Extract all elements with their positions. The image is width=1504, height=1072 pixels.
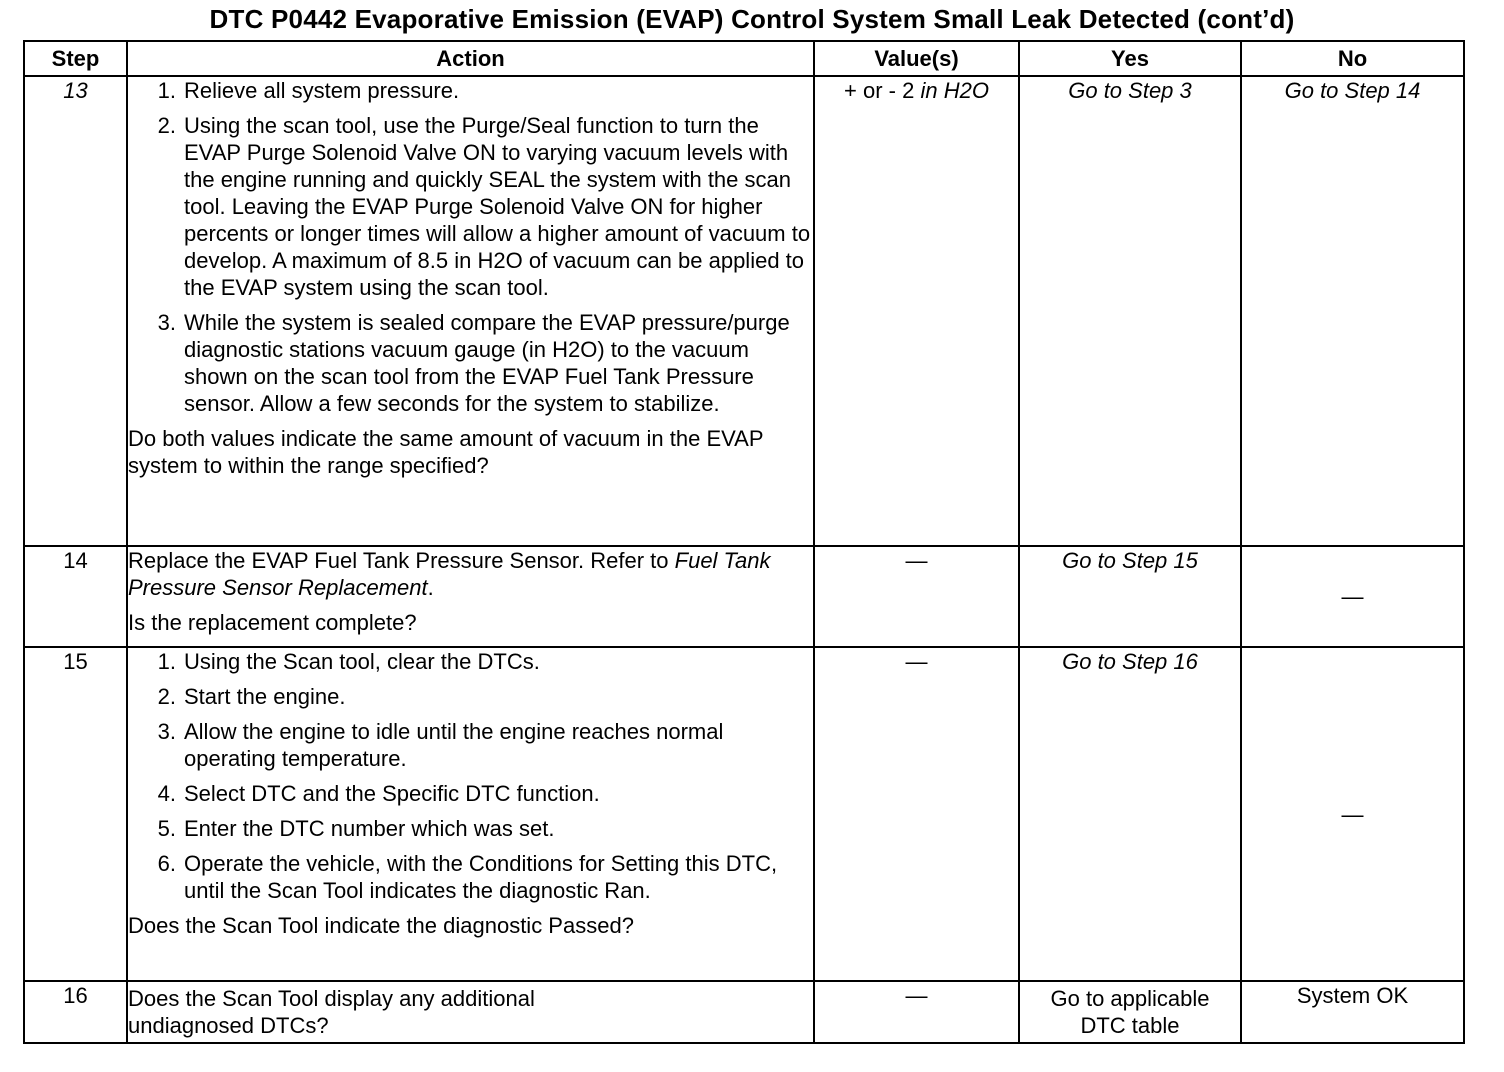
action-question: Do both values indicate the same amount of vacuum in the EVAP system to within the range specified? — [128, 426, 764, 478]
yes-cell — [1019, 647, 1241, 981]
header-step: Step — [24, 41, 127, 76]
action-steps — [128, 648, 813, 904]
item-text: Select DTC and the Specific DTC function. — [184, 781, 600, 806]
no-cell: — — [1241, 546, 1464, 647]
table-row — [24, 981, 1464, 1043]
item-text: Using the Scan tool, clear the DTCs. — [184, 649, 540, 674]
value-unit: in H2O — [920, 78, 989, 103]
action-cell — [127, 546, 814, 647]
action-question: Does the Scan Tool display any additional undiagnosed DTCs? — [128, 986, 535, 1038]
item-text: Start the engine. — [184, 684, 346, 709]
yes-cell — [1019, 76, 1241, 546]
header-values: Value(s) — [814, 41, 1019, 76]
item-text: Allow the engine to idle until the engine reaches normal operating temperature. — [184, 719, 724, 771]
header-row — [24, 41, 1464, 76]
procedure-reference: Fuel Tank Pressure Sensor Replacement — [128, 548, 771, 600]
list-item — [128, 850, 813, 904]
item-number: 1. — [157, 649, 176, 674]
item-text: Using the scan tool, use the Purge/Seal function to turn the EVAP Purge Solenoid Valve ON to varying vacuum levels with the engine running and quickly SEAL the system with the scan tool. Leaving the EVAP Purge Solenoid Valve ON for higher percents or longer times will allow a higher amount of vacuum to develop. A maximum of 8.5 in H2O of vacuum can be applied to the EVAP system using the scan tool. — [184, 113, 811, 300]
item-number: 3. — [157, 719, 176, 744]
no-cell — [1241, 76, 1464, 546]
no-link[interactable]: Go to Step 14 — [1284, 78, 1421, 103]
action-cell — [127, 647, 814, 981]
action-question: Does the Scan Tool indicate the diagnostic Passed? — [128, 913, 634, 938]
list-item — [128, 77, 813, 104]
action-line: Replace the EVAP Fuel Tank Pressure Sensor. Refer to — [128, 548, 675, 573]
list-item — [128, 683, 813, 710]
yes-cell — [1019, 981, 1241, 1043]
item-text: Enter the DTC number which was set. — [184, 816, 555, 841]
value-cell: — — [814, 546, 1019, 647]
yes-link[interactable]: Go to Step 16 — [1062, 649, 1198, 674]
item-text: Operate the vehicle, with the Conditions for Setting this DTC, until the Scan Tool indicates the diagnostic Ran. — [184, 851, 778, 903]
table-row — [24, 647, 1464, 981]
value-cell: — — [814, 981, 1019, 1043]
list-item — [128, 718, 813, 772]
list-item — [128, 780, 813, 807]
step-number: 13 — [24, 76, 127, 546]
header-action: Action — [127, 41, 814, 76]
step-number: 14 — [24, 546, 127, 647]
list-item — [128, 648, 813, 675]
value-prefix: + or - 2 — [844, 78, 921, 103]
no-cell: — — [1241, 647, 1464, 981]
item-text: Relieve all system pressure. — [184, 78, 460, 103]
list-item — [128, 815, 813, 842]
action-question: Is the replacement complete? — [128, 610, 417, 635]
yes-link[interactable]: Go to Step 15 — [1062, 548, 1198, 573]
list-item — [128, 112, 813, 301]
no-result: System OK — [1296, 983, 1409, 1008]
item-number: 1. — [157, 78, 176, 103]
yes-cell — [1019, 546, 1241, 647]
action-cell — [127, 981, 814, 1043]
item-number: 5. — [157, 816, 176, 841]
header-yes: Yes — [1019, 41, 1241, 76]
item-number: 2. — [157, 113, 176, 138]
step-number: 16 — [24, 981, 127, 1043]
item-number: 6. — [157, 851, 176, 876]
item-number: 2. — [157, 684, 176, 709]
page-title: DTC P0442 Evaporative Emission (EVAP) Control System Small Leak Detected (cont’d) — [209, 4, 1295, 34]
action-cell — [127, 76, 814, 546]
action-line-end: . — [427, 575, 434, 600]
table-row — [24, 76, 1464, 546]
action-text — [128, 547, 813, 601]
diagnostic-table — [23, 40, 1465, 1044]
value-cell — [814, 76, 1019, 546]
value-cell: — — [814, 647, 1019, 981]
item-number: 3. — [157, 310, 176, 335]
no-cell — [1241, 981, 1464, 1043]
step-number: 15 — [24, 647, 127, 981]
list-item — [128, 309, 813, 417]
action-steps — [128, 77, 813, 417]
header-no: No — [1241, 41, 1464, 76]
yes-link[interactable]: Go to Step 3 — [1068, 78, 1192, 103]
item-text: While the system is sealed compare the EVAP pressure/purge diagnostic stations vacuum gauge (in H2O) to the vacuum shown on the scan tool from the EVAP Fuel Tank Pressure sensor. Allow a few seconds for the system to stabilize. — [184, 310, 790, 416]
table-row — [24, 546, 1464, 647]
item-number: 4. — [157, 781, 176, 806]
yes-link[interactable]: Go to applicable DTC table — [1050, 986, 1210, 1038]
